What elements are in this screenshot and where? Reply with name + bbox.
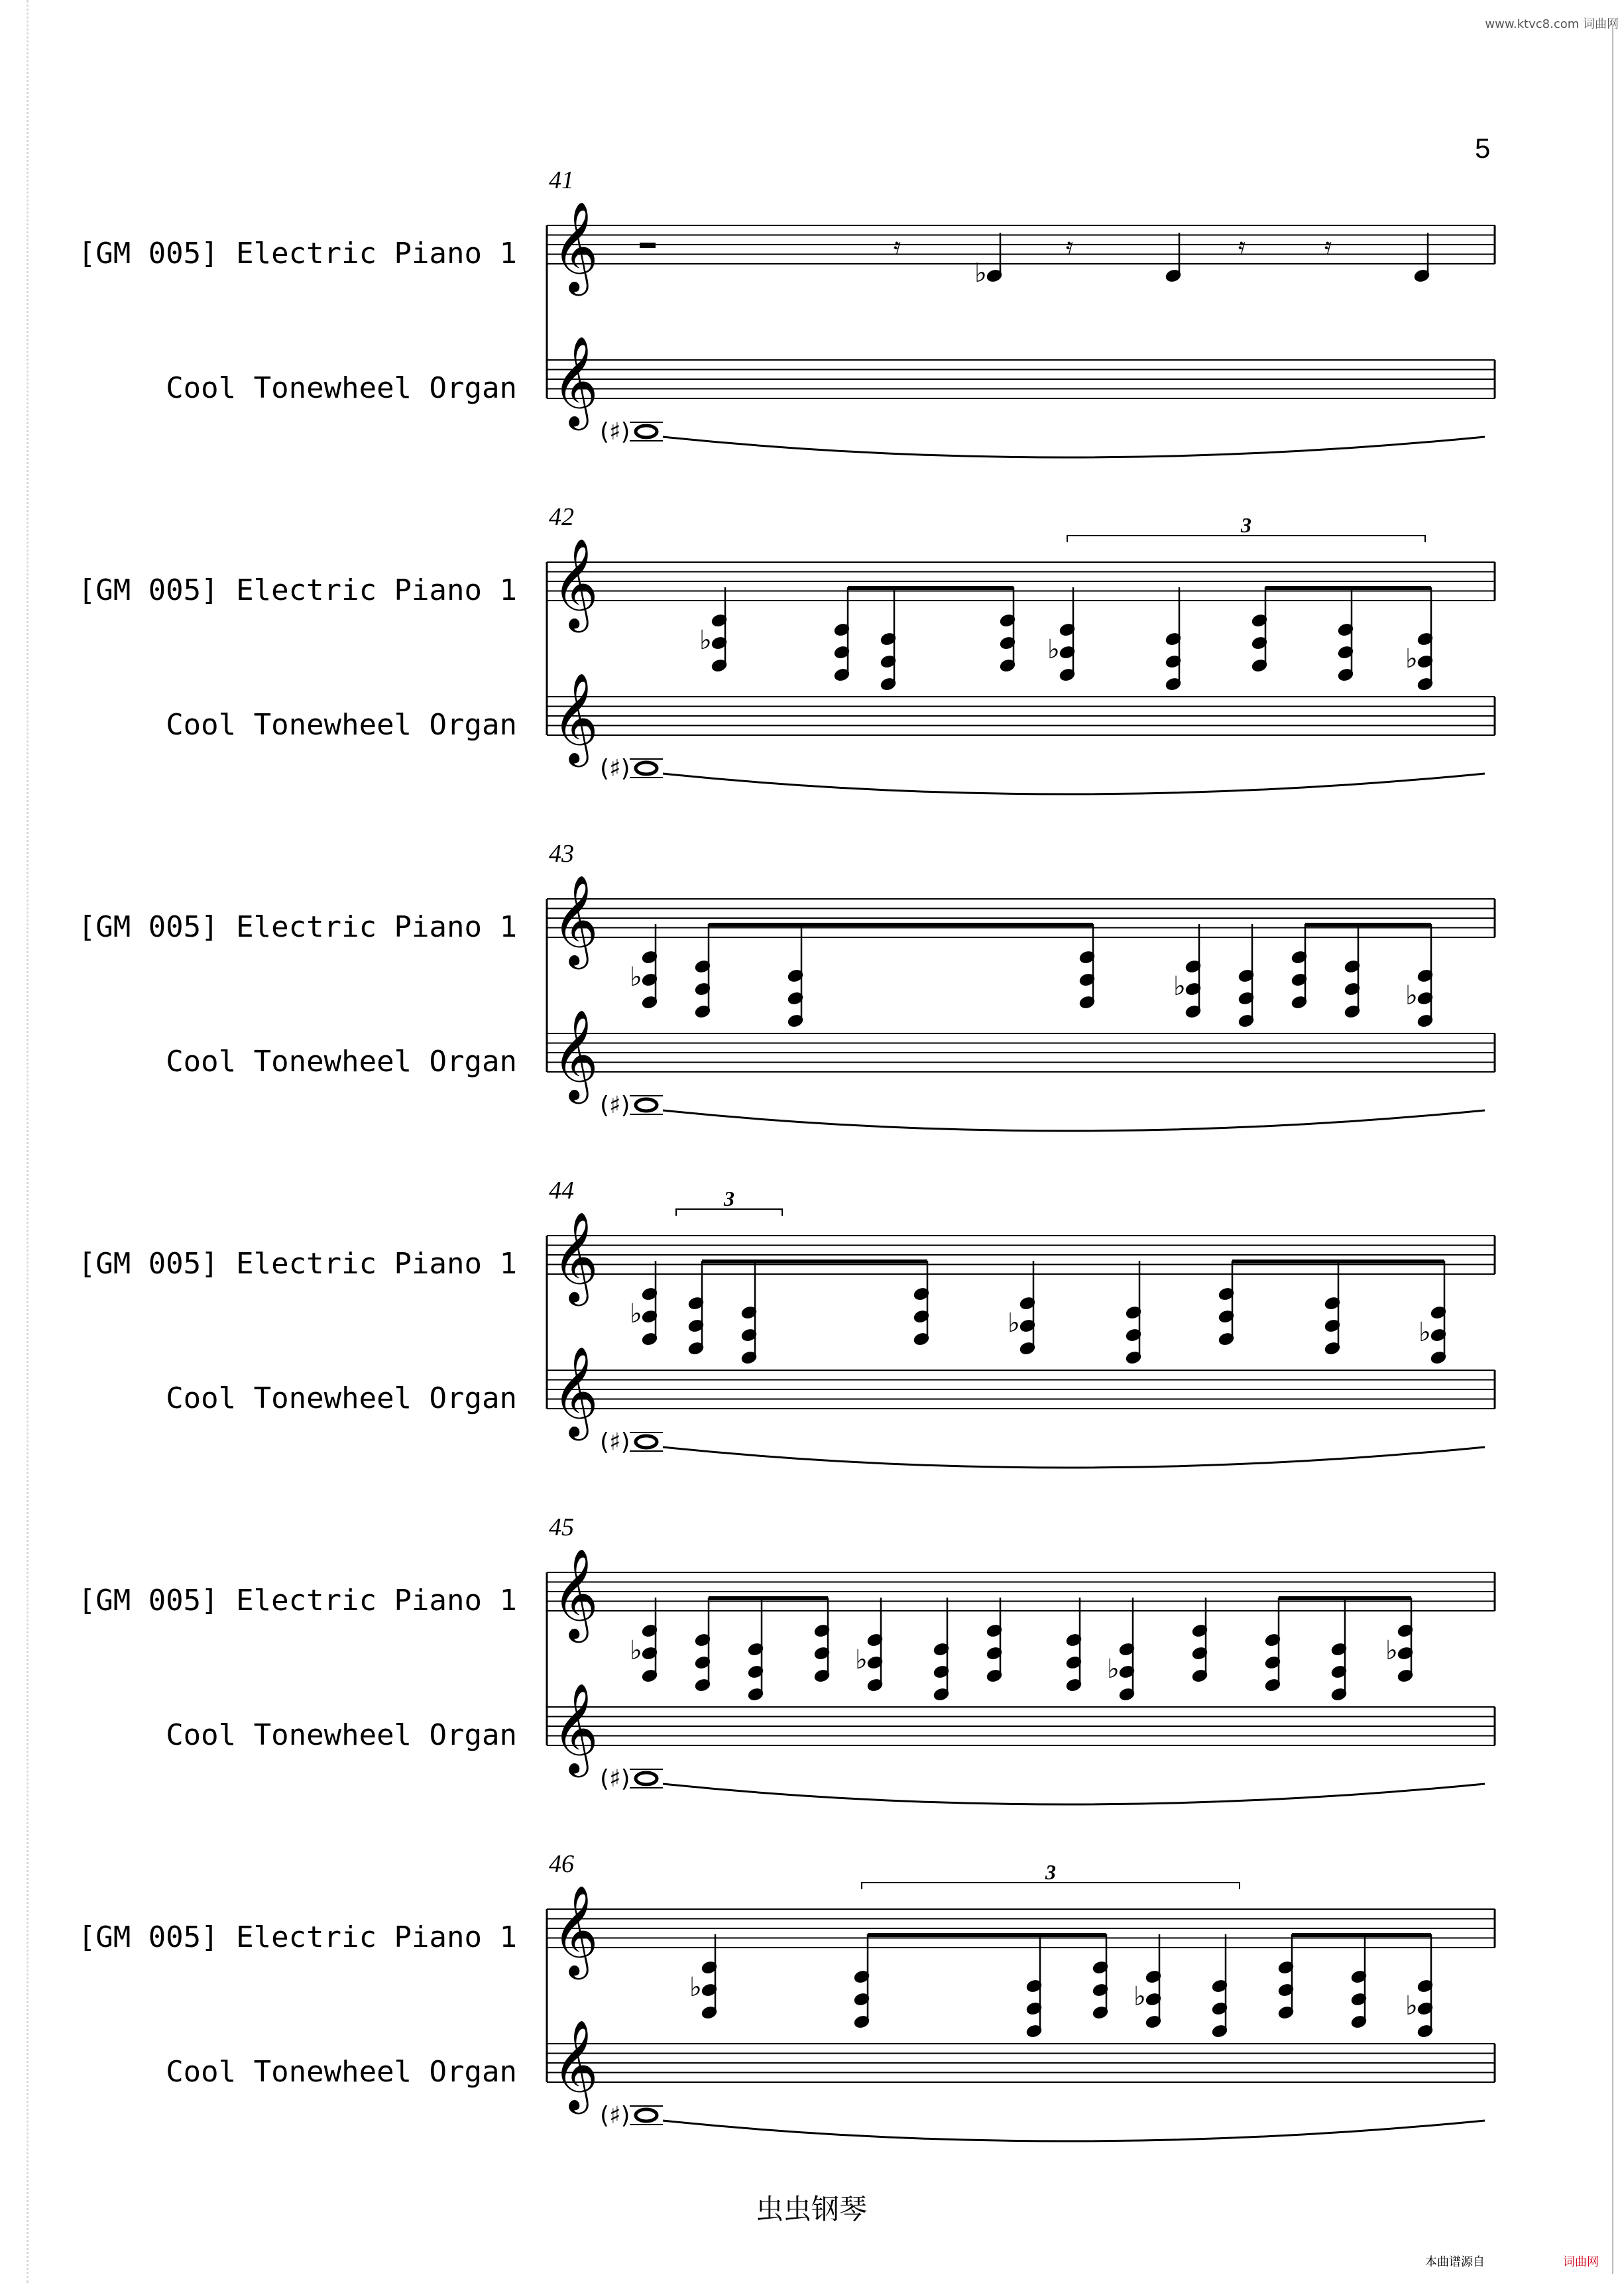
instrument-label-lower: Cool Tonewheel Organ bbox=[166, 1045, 517, 1079]
measure-number: 44 bbox=[549, 1177, 574, 1204]
sharp-accidental: (♯) bbox=[600, 1429, 630, 1456]
beam bbox=[709, 1596, 828, 1600]
sharp-accidental: (♯) bbox=[600, 418, 630, 445]
tie bbox=[663, 437, 1485, 457]
treble-clef: 𝄞 bbox=[552, 1008, 599, 1100]
flat-accidental: ♭ bbox=[1008, 1308, 1020, 1338]
treble-clef: 𝄞 bbox=[552, 2019, 599, 2110]
tuplet-number: 3 bbox=[724, 1187, 734, 1210]
sixteenth-rest: 𝄿 bbox=[1238, 233, 1246, 261]
tie bbox=[663, 774, 1485, 794]
flat-accidental: ♭ bbox=[699, 625, 712, 656]
flat-accidental: ♭ bbox=[630, 1299, 642, 1329]
flat-accidental: ♭ bbox=[1133, 1981, 1146, 2012]
flat-accidental: ♭ bbox=[689, 1972, 702, 2003]
flat-accidental: ♭ bbox=[1405, 980, 1418, 1011]
treble-clef: 𝄞 bbox=[552, 874, 599, 965]
instrument-label-lower: Cool Tonewheel Organ bbox=[166, 1718, 517, 1752]
treble-clef: 𝄞 bbox=[552, 1210, 599, 1302]
treble-clef: 𝄞 bbox=[552, 200, 599, 292]
tie bbox=[663, 2121, 1485, 2141]
flat-accidental: ♭ bbox=[1419, 1317, 1431, 1348]
tuplet-number: 3 bbox=[1045, 1860, 1056, 1884]
whole-note bbox=[636, 762, 657, 774]
beam bbox=[1265, 586, 1431, 590]
instrument-label-upper: [GM 005] Electric Piano 1 bbox=[78, 1584, 517, 1617]
measure-number: 45 bbox=[549, 1513, 574, 1541]
beam bbox=[868, 1933, 1106, 1937]
instrument-label-lower: Cool Tonewheel Organ bbox=[166, 1381, 517, 1415]
treble-clef: 𝄞 bbox=[552, 1682, 599, 1773]
sixteenth-rest: 𝄿 bbox=[894, 233, 901, 261]
beam bbox=[1279, 1596, 1411, 1600]
treble-clef: 𝄞 bbox=[552, 672, 599, 763]
instrument-label-lower: Cool Tonewheel Organ bbox=[166, 2055, 517, 2089]
sharp-accidental: (♯) bbox=[600, 2102, 630, 2129]
flat-accidental: ♭ bbox=[1405, 644, 1418, 674]
beam bbox=[709, 923, 1093, 927]
flat-accidental: ♭ bbox=[1173, 971, 1186, 1002]
page-number: 5 bbox=[1475, 133, 1491, 164]
tuplet-number: 3 bbox=[1241, 513, 1251, 537]
treble-clef: 𝄞 bbox=[552, 335, 599, 426]
sharp-accidental: (♯) bbox=[600, 1092, 630, 1119]
sixteenth-rest: 𝄿 bbox=[1324, 233, 1332, 261]
flat-accidental: ♭ bbox=[630, 1635, 642, 1666]
instrument-label-upper: [GM 005] Electric Piano 1 bbox=[78, 1247, 517, 1281]
whole-note bbox=[636, 426, 657, 438]
instrument-label-upper: [GM 005] Electric Piano 1 bbox=[78, 910, 517, 944]
footer-site-logo: 词曲网 bbox=[1563, 2255, 1599, 2269]
beam bbox=[1305, 923, 1431, 927]
footer-source-note: 本曲谱源自 bbox=[1425, 2255, 1485, 2269]
treble-clef: 𝄞 bbox=[552, 537, 599, 628]
beam bbox=[702, 1259, 927, 1263]
treble-clef: 𝄞 bbox=[552, 1547, 599, 1639]
flat-accidental: ♭ bbox=[630, 962, 642, 992]
flat-accidental: ♭ bbox=[974, 258, 987, 288]
beam bbox=[848, 586, 1014, 590]
whole-note bbox=[636, 1773, 657, 1785]
whole-note bbox=[636, 1436, 657, 1448]
flat-accidental: ♭ bbox=[855, 1645, 868, 1675]
flat-accidental: ♭ bbox=[1385, 1635, 1398, 1666]
instrument-label-upper: [GM 005] Electric Piano 1 bbox=[78, 237, 517, 270]
flat-accidental: ♭ bbox=[1047, 634, 1060, 665]
treble-clef: 𝄞 bbox=[552, 1884, 599, 1975]
site-watermark: www.ktvc8.com 词曲网 bbox=[1485, 17, 1619, 31]
instrument-label-upper: [GM 005] Electric Piano 1 bbox=[78, 573, 517, 607]
sharp-accidental: (♯) bbox=[600, 755, 630, 782]
flat-accidental: ♭ bbox=[1107, 1654, 1120, 1684]
measure-number: 43 bbox=[549, 840, 574, 868]
measure-number: 41 bbox=[549, 166, 574, 194]
tie bbox=[663, 1447, 1485, 1468]
beam bbox=[1292, 1933, 1431, 1937]
flat-accidental: ♭ bbox=[1405, 1991, 1418, 2021]
sharp-accidental: (♯) bbox=[600, 1765, 630, 1792]
half-rest bbox=[640, 243, 656, 248]
instrument-label-lower: Cool Tonewheel Organ bbox=[166, 708, 517, 742]
whole-note bbox=[636, 1099, 657, 1111]
tie bbox=[663, 1784, 1485, 1804]
instrument-label-lower: Cool Tonewheel Organ bbox=[166, 371, 517, 405]
measure-number: 46 bbox=[549, 1850, 574, 1878]
beam bbox=[1232, 1259, 1444, 1263]
footer-title: 虫虫钢琴 bbox=[756, 2193, 868, 2225]
sixteenth-rest: 𝄿 bbox=[1066, 233, 1074, 261]
treble-clef: 𝄞 bbox=[552, 1345, 599, 1436]
whole-note bbox=[636, 2109, 657, 2121]
instrument-label-upper: [GM 005] Electric Piano 1 bbox=[78, 1920, 517, 1954]
measure-number: 42 bbox=[549, 503, 574, 531]
tie bbox=[663, 1110, 1485, 1131]
